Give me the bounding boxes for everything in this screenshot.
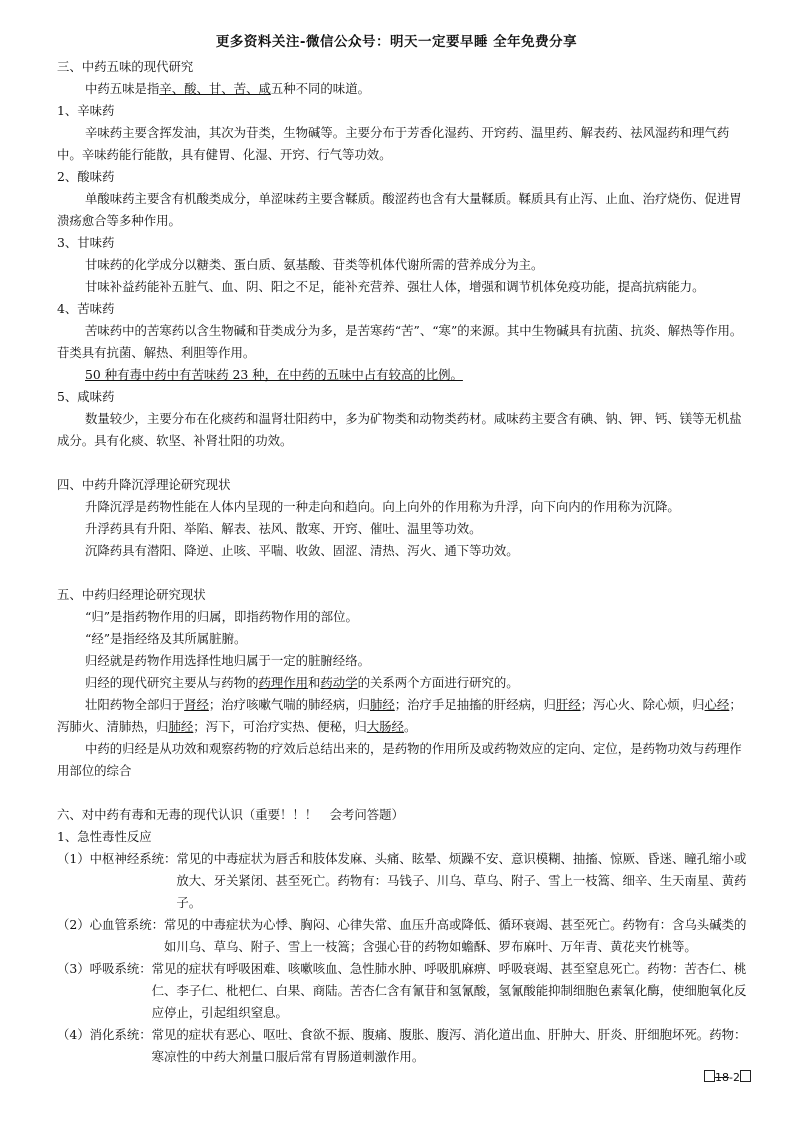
page-number-b: -2 [729, 1071, 740, 1084]
box-glyph-icon [704, 1070, 715, 1082]
subsection-title: 4、苦味药 [57, 301, 115, 316]
subsection-title: 1、急性毒性反应 [57, 829, 152, 844]
spacer [57, 452, 747, 474]
text-span: 的关系两个方面进行研究的。 [357, 675, 519, 690]
list-item-label: （2）心血管系统： [57, 917, 165, 932]
subsection-title: 2、酸味药 [57, 169, 115, 184]
section-5-title: 五、中药归经理论研究现状 [57, 587, 206, 602]
paragraph: 苦味药中的苦寒药以含生物碱和苷类成分为多，是苦寒药“苦”、“寒”的来源。其中生物碱具有抗菌、抗炎、解热等作用。苷类具有抗菌、解热、利胆等作用。 [57, 323, 743, 360]
paragraph: 数量较少，主要分布在化痰药和温肾壮阳药中，多为矿物类和动物类药材。咸味药主要含有碘、钠、钾、钙、镁等无机盐成分。具有化痰、软坚、补肾壮阳的功效。 [57, 411, 742, 448]
paragraph: 辛味药主要含挥发油，其次为苷类，生物碱等。主要分布于芳香化湿药、开窍药、温里药、解表药、祛风湿药和理气药中。辛味药能行能散，具有健胃、化湿、开窍、行气等功效。 [57, 125, 730, 162]
paragraph: “归”是指药物作用的归属，即指药物作用的部位。 [85, 609, 358, 624]
underlined-text: 药动学 [320, 675, 358, 690]
section-6-title: 六、对中药有毒和无毒的现代认识（重要！！！ 会考问答题） [57, 807, 404, 822]
underlined-text: 辛、酸、甘、苦、咸 [159, 81, 271, 96]
section-4-title: 四、中药升降沉浮理论研究现状 [57, 477, 231, 492]
section-3-title: 三、中药五味的现代研究 [57, 59, 194, 74]
text-span: ；泻下，可治疗实热、便秘，归 [193, 719, 367, 734]
list-item-label: （1）中枢神经系统： [57, 851, 177, 866]
text-span: 五种不同的味道。 [270, 81, 370, 96]
text-span: 壮阳药物全部归于 [85, 697, 185, 712]
text-span: 归经的现代研究主要从与药物的 [85, 675, 259, 690]
underlined-text: 肝经 [555, 697, 581, 712]
text-span: 。 [403, 719, 417, 734]
box-glyph-icon [740, 1070, 751, 1082]
paragraph [57, 78, 747, 100]
text-span: 中药五味是指 [85, 81, 160, 96]
paragraph: 甘味药的化学成分以糖类、蛋白质、氨基酸、苷类等机体代谢所需的营养成分为主。 [85, 257, 544, 272]
page-header: 更多资料关注-微信公众号：明天一定要早睡 全年免费分享 [215, 34, 578, 50]
page-number-a: 18 [715, 1071, 730, 1084]
paragraph [57, 694, 747, 738]
list-item-text: 常见的症状有恶心、呕吐、食欲不振、腹痛、腹胀、腹泻、消化道出血、肝肿大、肝炎、肝细胞坏死。药物：寒凉性的中药大剂量口服后常有胃肠道刺激作用。 [151, 1027, 747, 1064]
paragraph: “经”是指经络及其所属脏腑。 [85, 631, 247, 646]
underlined-text: 肺经 [168, 719, 194, 734]
page-number [704, 1070, 751, 1084]
paragraph: 升浮药具有升阳、举陷、解表、祛风、散寒、开窍、催吐、温里等功效。 [85, 521, 482, 536]
text-span: 和 [308, 675, 321, 690]
paragraph: 中药的归经是从功效和观察药物的疗效后总结出来的，是药物的作用所及或药物效应的定向、定位，是药物功效与药理作用部位的综合 [57, 741, 742, 778]
list-item [57, 1024, 747, 1068]
paragraph: 归经就是药物作用选择性地归属于一定的脏腑经络。 [85, 653, 370, 668]
underlined-text: 心经 [704, 697, 730, 712]
list-item-label: （3）呼吸系统： [57, 961, 152, 976]
paragraph: 甘味补益药能补五脏气、血、阴、阳之不足，能补充营养、强壮人体，增强和调节机体免疫功能，提高抗病能力。 [85, 279, 705, 294]
spacer [57, 782, 747, 804]
list-item [57, 958, 747, 1024]
paragraph [57, 364, 747, 386]
list-item-label: （4）消化系统： [57, 1027, 152, 1042]
text-span: ；泻心火、除心烦，归 [580, 697, 705, 712]
text-span: ；治疗手足抽搐的肝经病，归 [394, 697, 556, 712]
list-item-text: 常见的中毒症状为心悸、胸闷、心律失常、血压升高或降低、循环衰竭、甚至死亡。药物有：含乌头碱类的如川乌、草乌、附子、雪上一枝篙；含强心苷的药物如蟾酥、罗布麻叶、万年青、黄花夹竹桃等。 [164, 917, 747, 954]
list-item [57, 914, 747, 958]
underlined-text: 肾经 [184, 697, 209, 712]
subsection-title: 3、甘味药 [57, 235, 115, 250]
underlined-text: 肺经 [369, 697, 395, 712]
spacer [57, 562, 747, 584]
subsection-title: 1、辛味药 [57, 103, 115, 118]
document-body [57, 56, 747, 1068]
paragraph: 沉降药具有潜阳、降逆、止咳、平喘、收敛、固涩、清热、泻火、通下等功效。 [85, 543, 519, 558]
list-item [57, 848, 747, 914]
paragraph: 升降沉浮是药物性能在人体内呈现的一种走向和趋向。向上向外的作用称为升浮，向下向内的作用称为沉降。 [85, 499, 680, 514]
paragraph: 单酸味药主要含有机酸类成分，单涩味药主要含鞣质。酸涩药也含有大量鞣质。鞣质具有止泻、止血、治疗烧伤、促进胃溃疡愈合等多种作用。 [57, 191, 742, 228]
underlined-text: 药理作用 [258, 675, 309, 690]
paragraph [57, 672, 747, 694]
text-span: ；泻肺火、清肺热，归 [57, 697, 742, 734]
subsection-title: 5、咸味药 [57, 389, 115, 404]
underlined-text: 大肠经 [366, 719, 404, 734]
list-item-text: 常见的中毒症状为唇舌和肢体发麻、头痛、眩晕、烦躁不安、意识模糊、抽搐、惊厥、昏迷、瞳孔缩小或放大、牙关紧闭、甚至死亡。药物有：马钱子、川乌、草乌、附子、雪上一枝篙、细辛、生天南星、黄药子。 [176, 851, 747, 910]
underlined-text: 50 种有毒中药中有苦味药 23 种，在中药的五味中占有较高的比例。 [85, 367, 463, 382]
text-span: ；治疗咳嗽气喘的肺经病，归 [208, 697, 370, 712]
list-item-text: 常见的症状有呼吸困难、咳嗽咳血、急性肺水肿、呼吸肌麻痹、呼吸衰竭、甚至窒息死亡。药物：苦杏仁、桃仁、李子仁、枇杷仁、白果、商陆。苦杏仁含有氰苷和氢氰酸，氢氰酸能抑制细胞色素氧化酶，使细胞氧化反应停止，引起组织窒息。 [151, 961, 747, 1020]
